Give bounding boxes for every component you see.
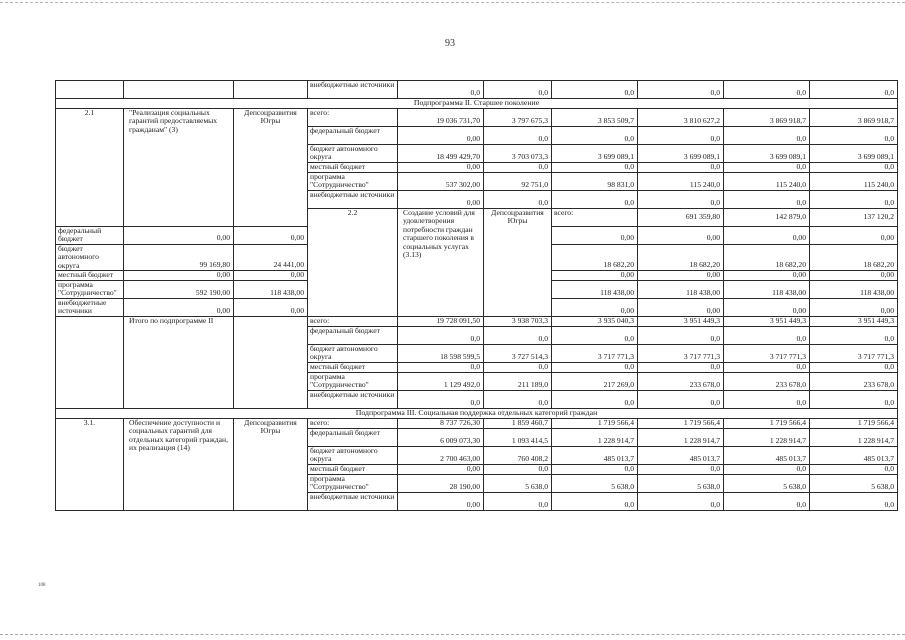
amount-cell: 1 719 566,4 <box>810 419 898 429</box>
amount-cell: 3 951 449,3 <box>724 317 810 327</box>
amount-cell: 0,0 <box>638 81 724 99</box>
amount-cell: 115 240,0 <box>724 173 810 191</box>
amount-cell: 0,0 <box>810 327 898 345</box>
amount-cell: 0,0 <box>484 493 552 511</box>
amount-cell: 0,00 <box>124 271 234 281</box>
subprogram-title: Подпрограмма III. Социальная поддержка отдельных категорий граждан <box>56 409 898 419</box>
amount-cell: 0,0 <box>638 327 724 345</box>
amount-cell: 0,0 <box>638 391 724 409</box>
funding-source: федеральный бюджет <box>308 127 398 145</box>
amount-cell: 3 717 771,3 <box>638 345 724 363</box>
amount-cell: 537 302,00 <box>398 173 484 191</box>
amount-cell: 0,0 <box>552 81 638 99</box>
amount-cell: 0,00 <box>552 299 638 317</box>
funding-source: всего: <box>308 419 398 429</box>
item-code: 2.2 <box>308 209 398 317</box>
amount-cell: 0,00 <box>234 226 308 244</box>
amount-cell: 0,0 <box>552 163 638 173</box>
amount-cell: 0,0 <box>552 191 638 209</box>
funding-source: бюджет автономного округа <box>308 145 398 163</box>
amount-cell: 24 441,00 <box>234 244 308 270</box>
amount-cell: 485 013,7 <box>552 447 638 465</box>
budget-table <box>55 80 898 511</box>
amount-cell: 0,0 <box>638 127 724 145</box>
amount-cell: 1 859 460,7 <box>484 419 552 429</box>
amount-cell: 0,0 <box>552 493 638 511</box>
amount-cell: 1 228 914,7 <box>638 429 724 447</box>
amount-cell: 3 869 918,7 <box>810 109 898 127</box>
item-code <box>56 317 124 409</box>
amount-cell: 18 598 599,5 <box>398 345 484 363</box>
amount-cell: 0,00 <box>552 226 638 244</box>
amount-cell: 1 228 914,7 <box>552 429 638 447</box>
item-name: Создание условий для удовлетворения потребности граждан старшего поколения в социальных услугах (3.13) <box>398 209 484 317</box>
amount-cell: 3 951 449,3 <box>810 317 898 327</box>
amount-cell: 18 499 429,70 <box>398 145 484 163</box>
amount-cell: 0,0 <box>552 465 638 475</box>
amount-cell: 1 719 566,4 <box>638 419 724 429</box>
amount-cell: 0,0 <box>484 465 552 475</box>
amount-cell: 3 717 771,3 <box>552 345 638 363</box>
amount-cell: 0,00 <box>724 271 810 281</box>
amount-cell: 0,0 <box>724 191 810 209</box>
amount-cell: 1 228 914,7 <box>724 429 810 447</box>
subprogram-title: Подпрограмма II. Старшее поколение <box>56 99 898 109</box>
amount-cell: 0,00 <box>638 226 724 244</box>
table-row <box>56 109 898 127</box>
amount-cell: 0,00 <box>398 493 484 511</box>
corner-note: 108 <box>38 583 46 588</box>
amount-cell: 485 013,7 <box>638 447 724 465</box>
amount-cell: 0,0 <box>484 81 552 99</box>
amount-cell: 0,00 <box>638 271 724 281</box>
amount-cell: 5 638,0 <box>810 475 898 493</box>
item-code: 2.1 <box>56 109 124 227</box>
amount-cell: 3 935 040,3 <box>552 317 638 327</box>
amount-cell: 0,0 <box>638 191 724 209</box>
amount-cell: 118 438,00 <box>552 281 638 299</box>
amount-cell: 18 682,20 <box>724 244 810 270</box>
amount-cell: 118 438,00 <box>638 281 724 299</box>
amount-cell: 0,0 <box>398 327 484 345</box>
amount-cell: 233 678,0 <box>810 373 898 391</box>
amount-cell: 118 438,00 <box>810 281 898 299</box>
scan-edge-top <box>0 2 905 3</box>
amount-cell: 3 810 627,2 <box>638 109 724 127</box>
amount-cell: 0,0 <box>810 81 898 99</box>
amount-cell: 3 853 509,7 <box>552 109 638 127</box>
funding-source: внебюджетные источники <box>308 191 398 209</box>
amount-cell: 0,0 <box>638 163 724 173</box>
amount-cell: 118 438,00 <box>724 281 810 299</box>
amount-cell: 1 129 492,0 <box>398 373 484 391</box>
amount-cell: 0,0 <box>484 327 552 345</box>
amount-cell: 1 228 914,7 <box>810 429 898 447</box>
amount-cell: 0,0 <box>810 493 898 511</box>
funding-source: местный бюджет <box>308 163 398 173</box>
amount-cell: 3 717 771,3 <box>810 345 898 363</box>
amount-cell: 0,00 <box>234 299 308 317</box>
amount-cell: 0,0 <box>398 391 484 409</box>
amount-cell: 18 682,20 <box>638 244 724 270</box>
amount-cell: 0,0 <box>724 363 810 373</box>
amount-cell: 115 240,0 <box>810 173 898 191</box>
amount-cell: 0,0 <box>638 363 724 373</box>
amount-cell: 92 751,0 <box>484 173 552 191</box>
amount-cell: 485 013,7 <box>724 447 810 465</box>
table-row <box>56 419 898 429</box>
amount-cell: 0,00 <box>724 299 810 317</box>
amount-cell: 0,0 <box>810 127 898 145</box>
funding-source: бюджет автономного округа <box>308 447 398 465</box>
amount-cell: 0,0 <box>552 327 638 345</box>
subprogram-header-row <box>56 409 898 419</box>
amount-cell: 592 190,00 <box>124 281 234 299</box>
amount-cell: 0,0 <box>724 391 810 409</box>
empty-name-cell <box>124 81 234 99</box>
empty-exec-cell <box>234 81 308 99</box>
amount-cell: 19 036 731,70 <box>398 109 484 127</box>
amount-cell: 0,0 <box>724 493 810 511</box>
amount-cell: 217 269,0 <box>552 373 638 391</box>
amount-cell: 118 438,00 <box>234 281 308 299</box>
amount-cell: 1 719 566,4 <box>724 419 810 429</box>
amount-cell: 3 699 089,1 <box>552 145 638 163</box>
amount-cell: 0,00 <box>552 271 638 281</box>
amount-cell: 8 737 726,30 <box>398 419 484 429</box>
amount-cell: 5 638,0 <box>724 475 810 493</box>
amount-cell: 137 120,2 <box>810 209 898 227</box>
amount-cell: 0,00 <box>638 299 724 317</box>
amount-cell: 0,00 <box>234 271 308 281</box>
amount-cell: 0,0 <box>810 191 898 209</box>
amount-cell: 0,0 <box>398 363 484 373</box>
amount-cell: 233 678,0 <box>638 373 724 391</box>
amount-cell: 3 951 449,3 <box>638 317 724 327</box>
amount-cell: 0,0 <box>810 363 898 373</box>
amount-cell: 18 682,20 <box>552 244 638 270</box>
item-executor: Депсоцразвития Югры <box>484 209 552 317</box>
page-number: 93 <box>445 38 455 49</box>
table-row <box>56 81 898 99</box>
table-row <box>56 317 898 327</box>
item-name: Итого по подпрограмме II <box>124 317 234 409</box>
funding-source: программа "Сотрудничество" <box>308 475 398 493</box>
amount-cell: 28 190,00 <box>398 475 484 493</box>
amount-cell: 0,0 <box>724 327 810 345</box>
amount-cell: 3 699 089,1 <box>724 145 810 163</box>
funding-source: внебюджетные источники <box>308 493 398 511</box>
amount-cell: 0,0 <box>484 163 552 173</box>
item-executor <box>234 317 308 409</box>
amount-cell: 99 169,80 <box>124 244 234 270</box>
funding-source: программа "Сотрудничество" <box>308 373 398 391</box>
amount-cell: 3 938 703,3 <box>484 317 552 327</box>
amount-cell: 233 678,0 <box>724 373 810 391</box>
amount-cell: 3 699 089,1 <box>810 145 898 163</box>
item-executor: Депсоцразвития Югры <box>234 109 308 227</box>
amount-cell: 485 013,7 <box>810 447 898 465</box>
funding-source: программа "Сотрудничество" <box>308 173 398 191</box>
scan-edge-bottom <box>0 634 905 635</box>
amount-cell: 0,00 <box>124 299 234 317</box>
funding-source: федеральный бюджет <box>308 327 398 345</box>
amount-cell: 0,00 <box>398 465 484 475</box>
amount-cell: 0,0 <box>810 465 898 475</box>
amount-cell: 0,0 <box>810 163 898 173</box>
funding-source: местный бюджет <box>56 271 124 281</box>
item-executor: Депсоцразвития Югры <box>234 419 308 511</box>
amount-cell: 1 719 566,4 <box>552 419 638 429</box>
funding-source: внебюджетные источники <box>308 81 398 99</box>
amount-cell: 0,00 <box>810 299 898 317</box>
amount-cell: 0,0 <box>724 465 810 475</box>
amount-cell: 0,0 <box>724 127 810 145</box>
amount-cell: 0,00 <box>398 127 484 145</box>
amount-cell: 0,00 <box>124 226 234 244</box>
amount-cell: 19 728 091,50 <box>398 317 484 327</box>
amount-cell: 0,0 <box>638 465 724 475</box>
amount-cell: 5 638,0 <box>552 475 638 493</box>
amount-cell: 691 359,80 <box>638 209 724 227</box>
amount-cell: 0,00 <box>398 163 484 173</box>
amount-cell: 0,0 <box>484 391 552 409</box>
budget-table-body <box>56 81 898 511</box>
amount-cell: 3 727 514,3 <box>484 345 552 363</box>
funding-source: бюджет автономного округа <box>56 244 124 270</box>
item-name: Обеспечение доступности и социальных гарантий для отдельных категорий граждан, их реализация (14) <box>124 419 234 511</box>
amount-cell: 0,0 <box>552 363 638 373</box>
item-name: "Реализация социальных гарантий предоставляемых гражданам" (3) <box>124 109 234 227</box>
funding-source: внебюджетные источники <box>308 391 398 409</box>
funding-source: федеральный бюджет <box>56 226 124 244</box>
funding-source: федеральный бюджет <box>308 429 398 447</box>
amount-cell: 0,0 <box>552 391 638 409</box>
amount-cell: 142 879,0 <box>724 209 810 227</box>
amount-cell: 3 703 073,3 <box>484 145 552 163</box>
amount-cell: 0,0 <box>398 81 484 99</box>
funding-source: бюджет автономного округа <box>308 345 398 363</box>
amount-cell: 0,0 <box>638 493 724 511</box>
funding-source: местный бюджет <box>308 363 398 373</box>
amount-cell: 5 638,0 <box>484 475 552 493</box>
amount-cell: 0,00 <box>810 271 898 281</box>
amount-cell: 211 189,0 <box>484 373 552 391</box>
amount-cell: 5 638,0 <box>638 475 724 493</box>
amount-cell: 98 831,0 <box>552 173 638 191</box>
amount-cell: 3 869 918,7 <box>724 109 810 127</box>
amount-cell: 6 009 073,30 <box>398 429 484 447</box>
amount-cell: 0,0 <box>484 191 552 209</box>
amount-cell: 115 240,0 <box>638 173 724 191</box>
amount-cell: 0,00 <box>398 191 484 209</box>
funding-source: всего: <box>308 109 398 127</box>
amount-cell: 0,0 <box>552 127 638 145</box>
funding-source: всего: <box>552 209 638 227</box>
amount-cell: 0,0 <box>810 391 898 409</box>
amount-cell: 760 408,2 <box>484 447 552 465</box>
subprogram-header-row <box>56 99 898 109</box>
amount-cell: 2 700 463,00 <box>398 447 484 465</box>
funding-source: всего: <box>308 317 398 327</box>
amount-cell: 0,0 <box>724 163 810 173</box>
amount-cell: 18 682,20 <box>810 244 898 270</box>
amount-cell: 1 093 414,5 <box>484 429 552 447</box>
amount-cell: 3 797 675,3 <box>484 109 552 127</box>
amount-cell: 3 717 771,3 <box>724 345 810 363</box>
funding-source: программа "Сотрудничество" <box>56 281 124 299</box>
empty-code-cell <box>56 81 124 99</box>
item-code: 3.1. <box>56 419 124 511</box>
amount-cell: 0,0 <box>484 127 552 145</box>
amount-cell: 3 699 089,1 <box>638 145 724 163</box>
funding-source: внебюджетные источники <box>56 299 124 317</box>
amount-cell: 0,0 <box>484 363 552 373</box>
amount-cell: 0,00 <box>810 226 898 244</box>
amount-cell: 0,0 <box>724 81 810 99</box>
funding-source: местный бюджет <box>308 465 398 475</box>
amount-cell: 0,00 <box>724 226 810 244</box>
